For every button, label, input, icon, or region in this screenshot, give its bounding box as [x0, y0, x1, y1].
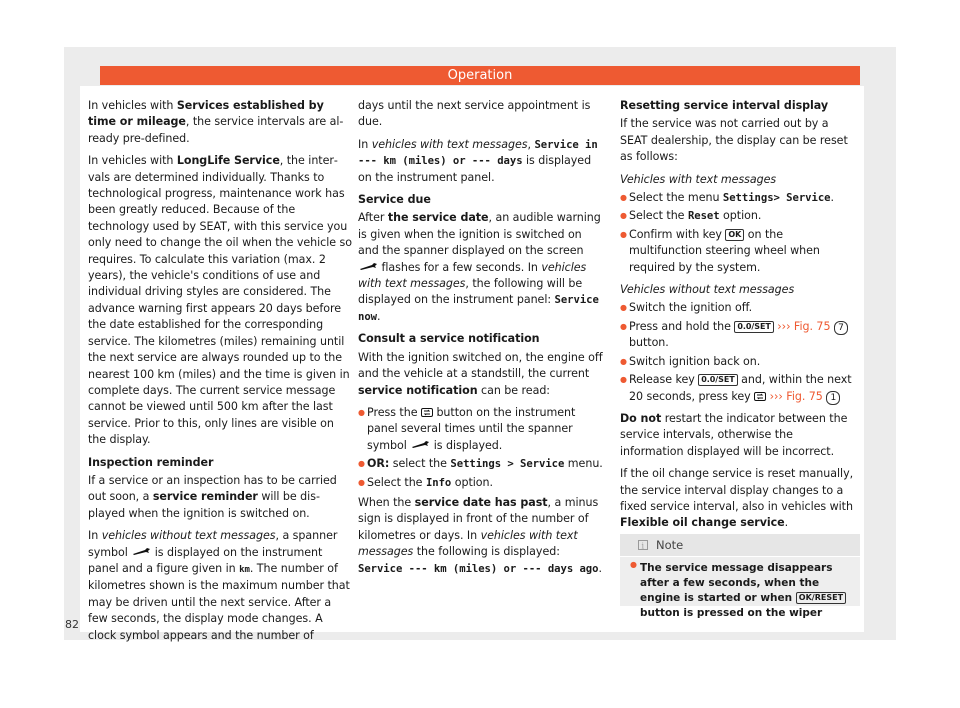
- paragraph: When the service date has past, a minus sign is displayed in front of the number of kilometres or days. In vehicles with text messages the following is displayed: Service --- km (miles) or --- days ago.: [358, 495, 602, 575]
- subheading: Vehicles with text messages: [620, 172, 777, 186]
- toggle-button-icon: [754, 392, 766, 401]
- ok-key-icon: OK: [725, 229, 744, 241]
- paragraph: In vehicles with text messages, Service in --- km (miles) or --- days is displayed on the instrument panel.: [358, 137, 598, 184]
- figure-callout: 1: [826, 391, 840, 405]
- page-number: 82: [65, 618, 79, 631]
- ok-reset-key-icon: OK/RESET: [796, 592, 846, 604]
- page-header: Operation: [100, 66, 860, 85]
- paragraph: Do not restart the indicator between the service intervals, otherwise the information displayed will be incorrect.: [620, 411, 848, 458]
- list-item: ● OR: select the Settings > Service menu.: [358, 456, 604, 472]
- svg-text:i: i: [641, 541, 645, 550]
- spanner-icon: [358, 263, 378, 271]
- info-icon: [638, 540, 648, 550]
- paragraph: After the service date, an audible warning is given when the ignition is switched on and the spanner displayed on the screen flashes for a few seconds. In vehicles with text messages, the following will be displayed on the instrument panel: Service now.: [358, 211, 601, 323]
- list-item: ● Select the Info option.: [358, 475, 604, 491]
- heading-service-due: Service due: [358, 193, 431, 207]
- paragraph: In vehicles with LongLife Service, the intervals are determined individually. Thanks to technological progress, maintenance work has been greatly reduced. Because of the technology used by SEAT, with this service you only need to change the oil when the vehicle so requires. To calculate this variation (max. 2 years), the vehicle's conditions of use and individual driving styles are considered. The advance warning first appears 20 days before the date established for the corresponding service. The kilometres (miles) remaining until the next service are always rounded up to the nearest 100 km (miles) and the time is given in complete days. The current service message cannot be viewed until 500 km after the last service. Prior to this, only lines are visible on the display.: [88, 154, 352, 447]
- heading-consult-service: Consult a service notification: [358, 332, 540, 346]
- paragraph: days until the next service appointment is due.: [358, 99, 591, 129]
- heading-resetting: Resetting service interval display: [620, 99, 829, 112]
- note-text: ● The service message disappears after a few seconds, when the engine is started or when OK/RESET button is pressed on the wiper: [630, 557, 860, 621]
- paragraph: If the oil change service is reset manually, the service interval display changes to a fixed service interval, also in vehicles with Flexible oil change service.: [620, 467, 854, 530]
- spanner-icon: [410, 441, 430, 449]
- heading-inspection-reminder: Inspection reminder: [88, 455, 214, 469]
- list-item: ● Press and hold the 0.0/SET ››› Fig. 75 7 button.: [620, 319, 858, 352]
- list-item: ● Select the menu Settings> Service.: [620, 190, 858, 206]
- list-item: ● Switch the ignition off.: [620, 300, 858, 316]
- paragraph: If a service or an inspection has to be carried out soon, a service reminder will be displayed when the ignition is switched on.: [88, 473, 337, 520]
- list-item: ● Switch ignition back on.: [620, 354, 858, 370]
- paragraph: In vehicles without text messages, a spanner symbol is displayed on the instrument panel and a figure given in km. The number of kilometres shown is the maximum number that may be driven until the next service. After a few seconds, the display mode changes. A clock symbol appears and the number of: [88, 529, 350, 642]
- column-1: [88, 98, 352, 650]
- list-item: ● Confirm with key OK on the multifunction steering wheel when required by the system.: [620, 227, 858, 276]
- toggle-button-icon: [421, 408, 433, 417]
- list-item: ● Select the Reset option.: [620, 208, 858, 224]
- set-key-icon: 0.0/SET: [734, 321, 773, 333]
- column-2: [358, 98, 604, 583]
- list-item: ● Press the button on the instrument panel several times until the spanner symbol is displayed.: [358, 405, 604, 454]
- spanner-icon: [131, 548, 151, 556]
- paragraph: With the ignition switched on, the engine off and the vehicle at a standstill, the current service notification can be read:: [358, 350, 603, 397]
- subheading: Vehicles without text messages: [620, 283, 795, 297]
- note-box: [620, 534, 860, 619]
- set-key-icon: 0.0/SET: [698, 374, 737, 386]
- figure-callout: 7: [834, 321, 848, 335]
- column-3: [620, 98, 858, 538]
- list-item: ● Release key 0.0/SET and, within the next 20 seconds, press key ››› Fig. 75 1: [620, 372, 858, 405]
- paragraph: In vehicles with Services established by time or mileage, the service intervals are already pre-defined.: [88, 99, 344, 145]
- paragraph: If the service was not carried out by a SEAT dealership, the display can be reset as follows:: [620, 117, 848, 164]
- note-header: i Note: [620, 534, 860, 557]
